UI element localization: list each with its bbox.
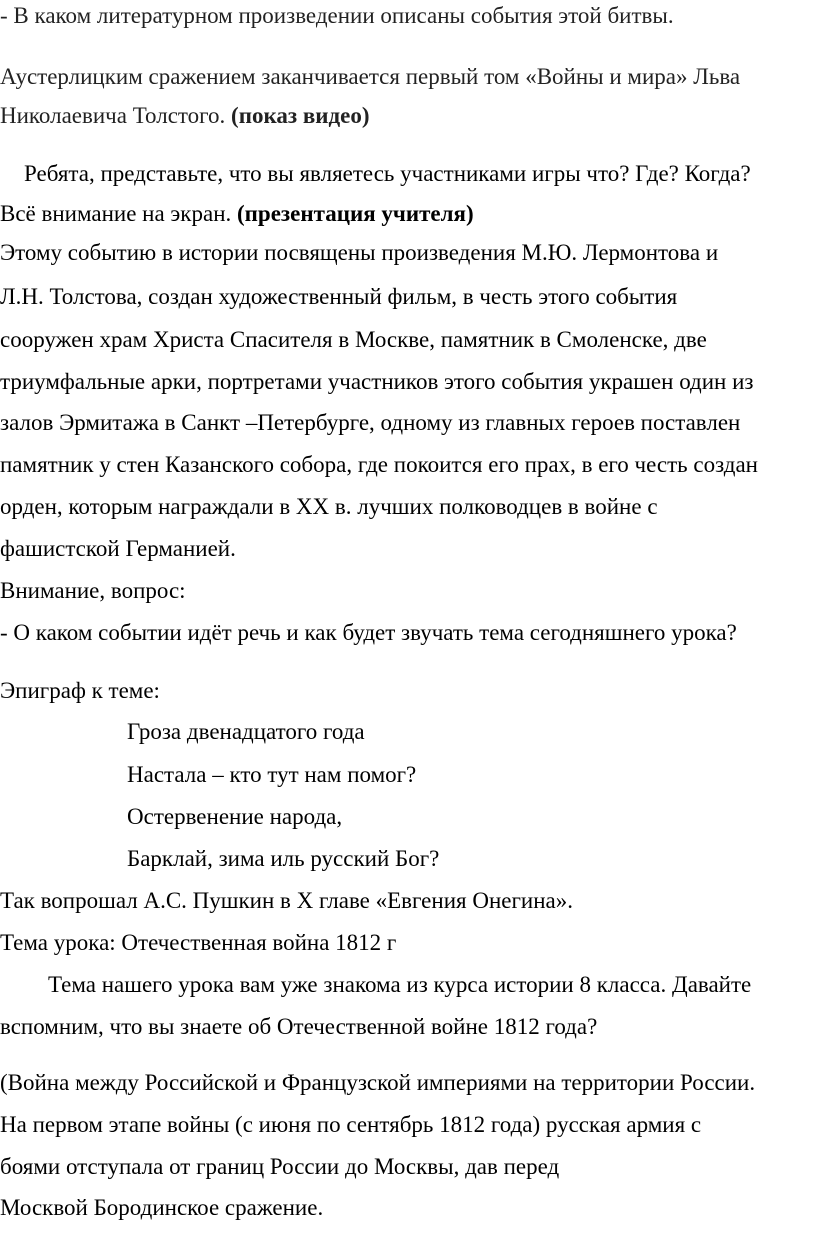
familiar-line-2: вспомним, что вы знаете об Отечественной войне 1812 года? bbox=[0, 1014, 598, 1039]
kids-line-2 bbox=[0, 200, 474, 228]
event-line: триумфальные арки, портретами участников этого события украшен один из bbox=[0, 369, 754, 394]
war-line: Москвой Бородинское сражение. bbox=[0, 1195, 324, 1220]
austerlitz-line-1: Аустерлицким сражением заканчивается первый том «Войны и мира» Льва bbox=[0, 64, 741, 89]
event-line: залов Эрмитажа в Санкт –Петербурге, одному из главных героев поставлен bbox=[0, 410, 741, 435]
kids-line-1: Ребята, представьте, что вы являетесь участниками игры что? Где? Когда? bbox=[24, 161, 751, 186]
familiar-line-1: Тема нашего урока вам уже знакома из курса истории 8 класса. Давайте bbox=[48, 972, 752, 997]
pushkin-line: Так вопрошал А.С. Пушкин в Х главе «Евгения Онегина». bbox=[0, 888, 573, 913]
event-line: фашистской Германией. bbox=[0, 536, 236, 561]
epigraph-label: Эпиграф к теме: bbox=[0, 678, 160, 703]
event-line: орден, которым награждали в ХХ в. лучших полководцев в войне с bbox=[0, 494, 658, 519]
event-line: Л.Н. Толстова, создан художественный фильм, в честь этого события bbox=[0, 284, 678, 309]
austerlitz-line-2 bbox=[0, 102, 370, 130]
question-event: - О каком событии идёт речь и как будет звучать тема сегодняшнего урока? bbox=[0, 620, 737, 645]
verse-line: Остервенение народа, bbox=[127, 804, 343, 829]
kids-line-2-text: Всё внимание на экран. bbox=[0, 201, 237, 226]
war-line: боями отступала от границ России до Москвы, дав перед bbox=[0, 1154, 560, 1179]
verse-line: Гроза двенадцатого года bbox=[127, 719, 365, 744]
lesson-topic: Тема урока: Отечественная война 1812 г bbox=[0, 930, 397, 955]
question-battle: - В каком литературном произведении описаны события этой битвы. bbox=[0, 3, 674, 28]
verse-line: Настала – кто тут нам помог? bbox=[127, 762, 417, 787]
austerlitz-line-2-text: Николаевича Толстого. bbox=[0, 103, 232, 128]
war-line: На первом этапе войны (с июня по сентябрь 1812 года) русская армия с bbox=[0, 1112, 702, 1137]
attention-label: Внимание, вопрос: bbox=[0, 578, 186, 603]
event-line: Этому событию в истории посвящены произведения М.Ю. Лермонтова и bbox=[0, 240, 719, 265]
event-line: сооружен храм Христа Спасителя в Москве, памятник в Смоленске, две bbox=[0, 327, 707, 352]
event-line: памятник у стен Казанского собора, где покоится его прах, в его честь создан bbox=[0, 452, 758, 477]
verse-line: Барклай, зима иль русский Бог? bbox=[127, 846, 440, 871]
teacher-presentation-note: (презентация учителя) bbox=[237, 201, 474, 226]
war-line: (Война между Российской и Французской империями на территории России. bbox=[0, 1070, 756, 1095]
show-video-note: (показ видео) bbox=[231, 103, 370, 128]
